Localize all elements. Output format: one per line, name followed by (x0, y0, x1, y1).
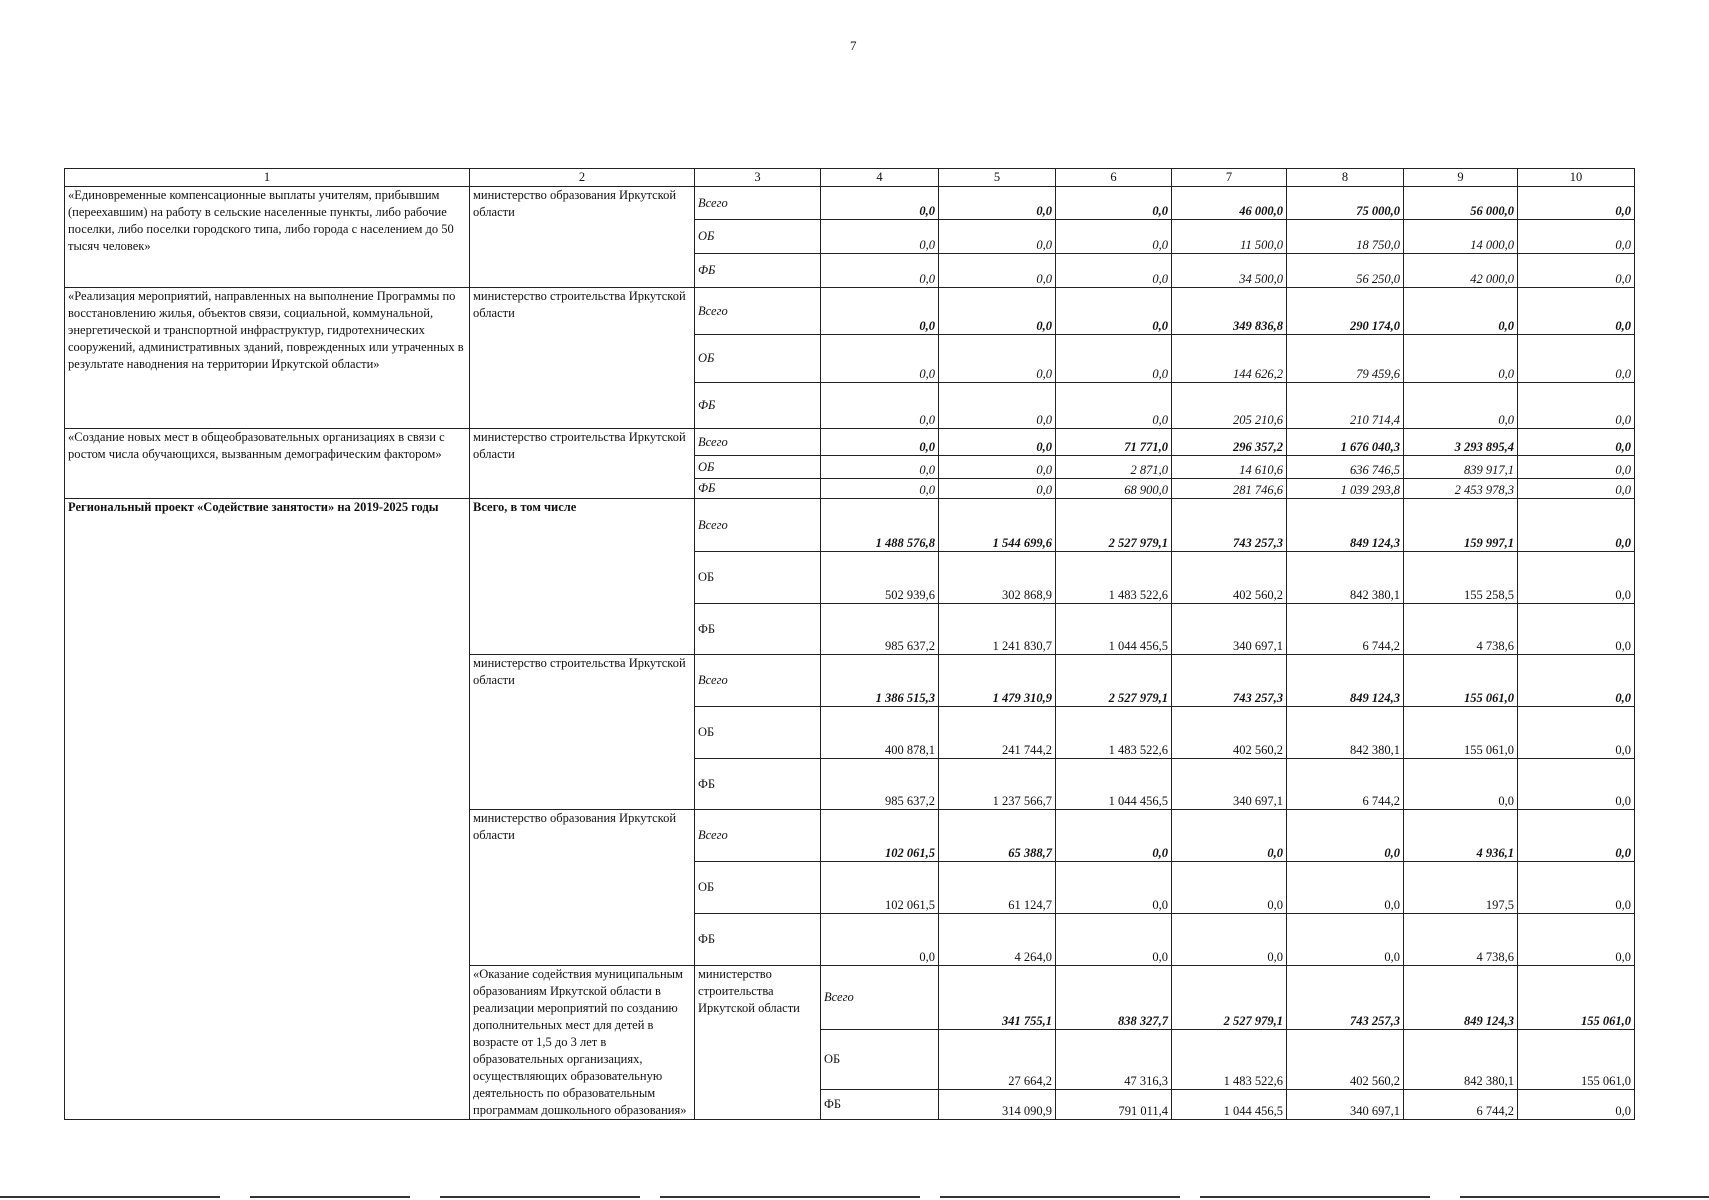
value-cell: 0,0 (821, 914, 939, 966)
value-cell: 4 738,6 (1404, 604, 1518, 655)
value-cell: 0,0 (1287, 914, 1404, 966)
value-cell: 210 714,4 (1287, 383, 1404, 429)
table-header-row (65, 169, 1635, 187)
value-cell: 61 124,7 (939, 862, 1056, 914)
value-cell: 2 871,0 (1056, 456, 1172, 479)
value-cell: 0,0 (939, 335, 1056, 383)
executor-cell: Всего, в том числе (470, 499, 695, 655)
value-cell: 0,0 (1056, 187, 1172, 220)
value-cell: 6 744,2 (1287, 604, 1404, 655)
value-cell: 0,0 (1287, 862, 1404, 914)
value-cell: 0,0 (1518, 220, 1635, 254)
page-number: 7 (850, 38, 857, 53)
value-cell: 14 610,6 (1172, 456, 1287, 479)
funding-source-cell: ФБ (695, 914, 821, 966)
executor-cell: министерство строительства Иркутской области (695, 966, 821, 1120)
value-cell: 1 241 830,7 (939, 604, 1056, 655)
funding-source-cell: ОБ (695, 220, 821, 254)
funding-source-cell: ФБ (695, 759, 821, 810)
value-cell: 0,0 (1056, 254, 1172, 288)
value-cell: 75 000,0 (1287, 187, 1404, 220)
value-cell: 340 697,1 (1172, 604, 1287, 655)
value-cell: 3 293 895,4 (1404, 429, 1518, 456)
funding-source-cell: Всего (695, 655, 821, 707)
value-cell: 2 527 979,1 (1172, 966, 1287, 1030)
value-cell: 27 664,2 (939, 1029, 1056, 1089)
value-cell: 155 061,0 (1518, 1029, 1635, 1089)
value-cell: 155 061,0 (1404, 707, 1518, 759)
value-cell: 340 697,1 (1172, 759, 1287, 810)
value-cell: 0,0 (821, 383, 939, 429)
value-cell: 0,0 (1518, 604, 1635, 655)
funding-source-cell: ОБ (695, 707, 821, 759)
value-cell: 197,5 (1404, 862, 1518, 914)
value-cell: 4 936,1 (1404, 810, 1518, 862)
value-cell: 0,0 (1518, 429, 1635, 456)
value-cell: 2 527 979,1 (1056, 655, 1172, 707)
value-cell: 205 210,6 (1172, 383, 1287, 429)
column-header: 3 (695, 169, 821, 187)
value-cell: 1 488 576,8 (821, 499, 939, 552)
value-cell: 743 257,3 (1172, 655, 1287, 707)
footer-rule (440, 1196, 640, 1198)
value-cell: 0,0 (939, 383, 1056, 429)
value-cell: 0,0 (1518, 759, 1635, 810)
value-cell: 0,0 (1518, 707, 1635, 759)
value-cell: 155 061,0 (1518, 966, 1635, 1030)
value-cell: 0,0 (1518, 383, 1635, 429)
value-cell: 34 500,0 (1172, 254, 1287, 288)
funding-source-cell: Всего (695, 810, 821, 862)
column-header: 5 (939, 169, 1056, 187)
footer-rule (660, 1196, 920, 1198)
value-cell: 791 011,4 (1056, 1090, 1172, 1120)
value-cell: 302 868,9 (939, 552, 1056, 604)
executor-cell: министерство строительства Иркутской области (470, 655, 695, 810)
value-cell: 340 697,1 (1287, 1090, 1404, 1120)
value-cell: 636 746,5 (1287, 456, 1404, 479)
value-cell: 2 527 979,1 (1056, 499, 1172, 552)
value-cell: 502 939,6 (821, 552, 939, 604)
value-cell: 0,0 (1518, 456, 1635, 479)
value-cell: 79 459,6 (1287, 335, 1404, 383)
funding-source-cell: Всего (695, 187, 821, 220)
value-cell: 743 257,3 (1287, 966, 1404, 1030)
value-cell: 842 380,1 (1287, 552, 1404, 604)
table-row (65, 187, 1635, 220)
value-cell: 11 500,0 (1172, 220, 1287, 254)
value-cell: 341 755,1 (939, 966, 1056, 1030)
funding-source-cell: ФБ (695, 604, 821, 655)
value-cell: 0,0 (1172, 810, 1287, 862)
value-cell: 0,0 (821, 288, 939, 335)
value-cell: 0,0 (1518, 335, 1635, 383)
activity-name-cell: Региональный проект «Содействие занятости» на 2019-2025 годы (65, 499, 470, 1120)
activity-name-cell: «Единовременные компенсационные выплаты учителям, прибывшим (переехавшим) на работу в сельские населенные пункты, либо рабочие поселки, либо поселки городского типа, либо города с населением до 50 тысяч человек» (65, 187, 470, 288)
executor-cell: министерство образования Иркутской области (470, 810, 695, 966)
value-cell: 0,0 (1056, 383, 1172, 429)
value-cell: 159 997,1 (1404, 499, 1518, 552)
value-cell: 0,0 (1518, 810, 1635, 862)
funding-source-cell: ОБ (695, 456, 821, 479)
executor-cell: министерство строительства Иркутской области (470, 288, 695, 429)
column-header: 9 (1404, 169, 1518, 187)
value-cell: 18 750,0 (1287, 220, 1404, 254)
value-cell: 849 124,3 (1287, 655, 1404, 707)
column-header: 4 (821, 169, 939, 187)
value-cell: 0,0 (939, 254, 1056, 288)
value-cell: 402 560,2 (1172, 707, 1287, 759)
value-cell: 0,0 (1056, 862, 1172, 914)
value-cell: 838 327,7 (1056, 966, 1172, 1030)
value-cell: 0,0 (1172, 914, 1287, 966)
value-cell: 0,0 (1172, 862, 1287, 914)
value-cell: 0,0 (1056, 810, 1172, 862)
value-cell: 0,0 (1518, 1090, 1635, 1120)
value-cell: 1 676 040,3 (1287, 429, 1404, 456)
value-cell: 4 264,0 (939, 914, 1056, 966)
value-cell: 1 237 566,7 (939, 759, 1056, 810)
table-row (65, 429, 1635, 456)
budget-table (64, 168, 1635, 1120)
activity-name-cell: «Оказание содействия муниципальным образованиям Иркутской области в реализации мероприятий по созданию дополнительных мест для детей в возрасте от 1,5 до 3 лет в образовательных организациях, осуществляющих образовательную деятельность по образовательным программам дошкольного образования» (470, 966, 695, 1120)
value-cell: 6 744,2 (1404, 1090, 1518, 1120)
column-header: 1 (65, 169, 470, 187)
value-cell: 0,0 (821, 220, 939, 254)
funding-source-cell: ФБ (695, 383, 821, 429)
column-header: 6 (1056, 169, 1172, 187)
footer-rule (250, 1196, 410, 1198)
value-cell: 0,0 (1404, 335, 1518, 383)
value-cell: 102 061,5 (821, 862, 939, 914)
column-header: 8 (1287, 169, 1404, 187)
value-cell: 0,0 (1518, 288, 1635, 335)
value-cell: 842 380,1 (1404, 1029, 1518, 1089)
value-cell: 985 637,2 (821, 759, 939, 810)
executor-cell: министерство строительства Иркутской области (470, 429, 695, 499)
footer-rule (1200, 1196, 1430, 1198)
funding-source-cell: ОБ (695, 335, 821, 383)
value-cell: 0,0 (939, 288, 1056, 335)
value-cell: 0,0 (1518, 499, 1635, 552)
value-cell: 0,0 (821, 429, 939, 456)
value-cell: 0,0 (1518, 655, 1635, 707)
value-cell: 71 771,0 (1056, 429, 1172, 456)
funding-source-cell: Всего (695, 499, 821, 552)
value-cell: 1 044 456,5 (1172, 1090, 1287, 1120)
funding-source-cell: Всего (695, 288, 821, 335)
value-cell: 65 388,7 (939, 810, 1056, 862)
value-cell: 290 174,0 (1287, 288, 1404, 335)
value-cell: 56 000,0 (1404, 187, 1518, 220)
activity-name-cell: «Реализация мероприятий, направленных на выполнение Программы по восстановлению жилья, объектов связи, социальной, коммунальной, энергетической и транспортной инфраструктур, гидротехнических сооружений, административных зданий, поврежденных или утраченных в результате наводнения на территории Иркутской области» (65, 288, 470, 429)
funding-source-cell: ОБ (695, 552, 821, 604)
value-cell: 1 483 522,6 (1172, 1029, 1287, 1089)
value-cell: 296 357,2 (1172, 429, 1287, 456)
value-cell: 0,0 (1404, 759, 1518, 810)
column-header: 10 (1518, 169, 1635, 187)
value-cell: 0,0 (821, 187, 939, 220)
value-cell: 1 044 456,5 (1056, 604, 1172, 655)
value-cell: 0,0 (1404, 383, 1518, 429)
funding-source-cell: Всего (821, 966, 939, 1030)
value-cell: 0,0 (1518, 187, 1635, 220)
value-cell: 0,0 (1518, 914, 1635, 966)
value-cell: 0,0 (939, 220, 1056, 254)
value-cell: 0,0 (821, 254, 939, 288)
value-cell: 402 560,2 (1287, 1029, 1404, 1089)
value-cell: 849 124,3 (1287, 499, 1404, 552)
value-cell: 1 386 515,3 (821, 655, 939, 707)
value-cell: 0,0 (1518, 479, 1635, 499)
value-cell: 14 000,0 (1404, 220, 1518, 254)
activity-name-cell: «Создание новых мест в общеобразовательных организациях в связи с ростом числа обучающихся, вызванным демографическим фактором» (65, 429, 470, 499)
footer-rule (0, 1196, 220, 1198)
column-header: 7 (1172, 169, 1287, 187)
value-cell: 314 090,9 (939, 1090, 1056, 1120)
value-cell: 349 836,8 (1172, 288, 1287, 335)
value-cell: 0,0 (1056, 335, 1172, 383)
value-cell: 0,0 (1056, 220, 1172, 254)
value-cell: 402 560,2 (1172, 552, 1287, 604)
value-cell: 400 878,1 (821, 707, 939, 759)
value-cell: 0,0 (1518, 862, 1635, 914)
value-cell: 743 257,3 (1172, 499, 1287, 552)
value-cell: 1 483 522,6 (1056, 552, 1172, 604)
value-cell: 839 917,1 (1404, 456, 1518, 479)
funding-source-cell: ФБ (821, 1090, 939, 1120)
value-cell: 42 000,0 (1404, 254, 1518, 288)
value-cell: 102 061,5 (821, 810, 939, 862)
value-cell: 0,0 (1056, 914, 1172, 966)
value-cell: 1 544 699,6 (939, 499, 1056, 552)
value-cell: 46 000,0 (1172, 187, 1287, 220)
value-cell: 1 044 456,5 (1056, 759, 1172, 810)
footer-rule (940, 1196, 1180, 1198)
value-cell: 241 744,2 (939, 707, 1056, 759)
value-cell: 0,0 (1518, 552, 1635, 604)
value-cell: 155 258,5 (1404, 552, 1518, 604)
value-cell: 56 250,0 (1287, 254, 1404, 288)
value-cell: 68 900,0 (1056, 479, 1172, 499)
funding-source-cell: ОБ (695, 862, 821, 914)
table-row (65, 499, 1635, 552)
value-cell: 0,0 (1404, 288, 1518, 335)
value-cell: 1 483 522,6 (1056, 707, 1172, 759)
value-cell: 849 124,3 (1404, 966, 1518, 1030)
footer-rule (1460, 1196, 1709, 1198)
value-cell: 155 061,0 (1404, 655, 1518, 707)
value-cell: 985 637,2 (821, 604, 939, 655)
value-cell: 6 744,2 (1287, 759, 1404, 810)
value-cell: 0,0 (821, 456, 939, 479)
value-cell: 144 626,2 (1172, 335, 1287, 383)
value-cell: 281 746,6 (1172, 479, 1287, 499)
value-cell: 0,0 (821, 335, 939, 383)
funding-source-cell: ФБ (695, 254, 821, 288)
executor-cell: министерство образования Иркутской области (470, 187, 695, 288)
value-cell: 4 738,6 (1404, 914, 1518, 966)
funding-source-cell: ФБ (695, 479, 821, 499)
funding-source-cell: Всего (695, 429, 821, 456)
value-cell: 2 453 978,3 (1404, 479, 1518, 499)
value-cell: 1 039 293,8 (1287, 479, 1404, 499)
value-cell: 1 479 310,9 (939, 655, 1056, 707)
value-cell: 0,0 (939, 479, 1056, 499)
value-cell: 0,0 (1287, 810, 1404, 862)
value-cell: 47 316,3 (1056, 1029, 1172, 1089)
value-cell: 0,0 (821, 479, 939, 499)
table-row (65, 288, 1635, 335)
column-header: 2 (470, 169, 695, 187)
value-cell: 0,0 (939, 456, 1056, 479)
value-cell: 0,0 (939, 429, 1056, 456)
value-cell: 0,0 (1518, 254, 1635, 288)
value-cell: 0,0 (1056, 288, 1172, 335)
funding-source-cell: ОБ (821, 1029, 939, 1089)
value-cell: 842 380,1 (1287, 707, 1404, 759)
value-cell: 0,0 (939, 187, 1056, 220)
